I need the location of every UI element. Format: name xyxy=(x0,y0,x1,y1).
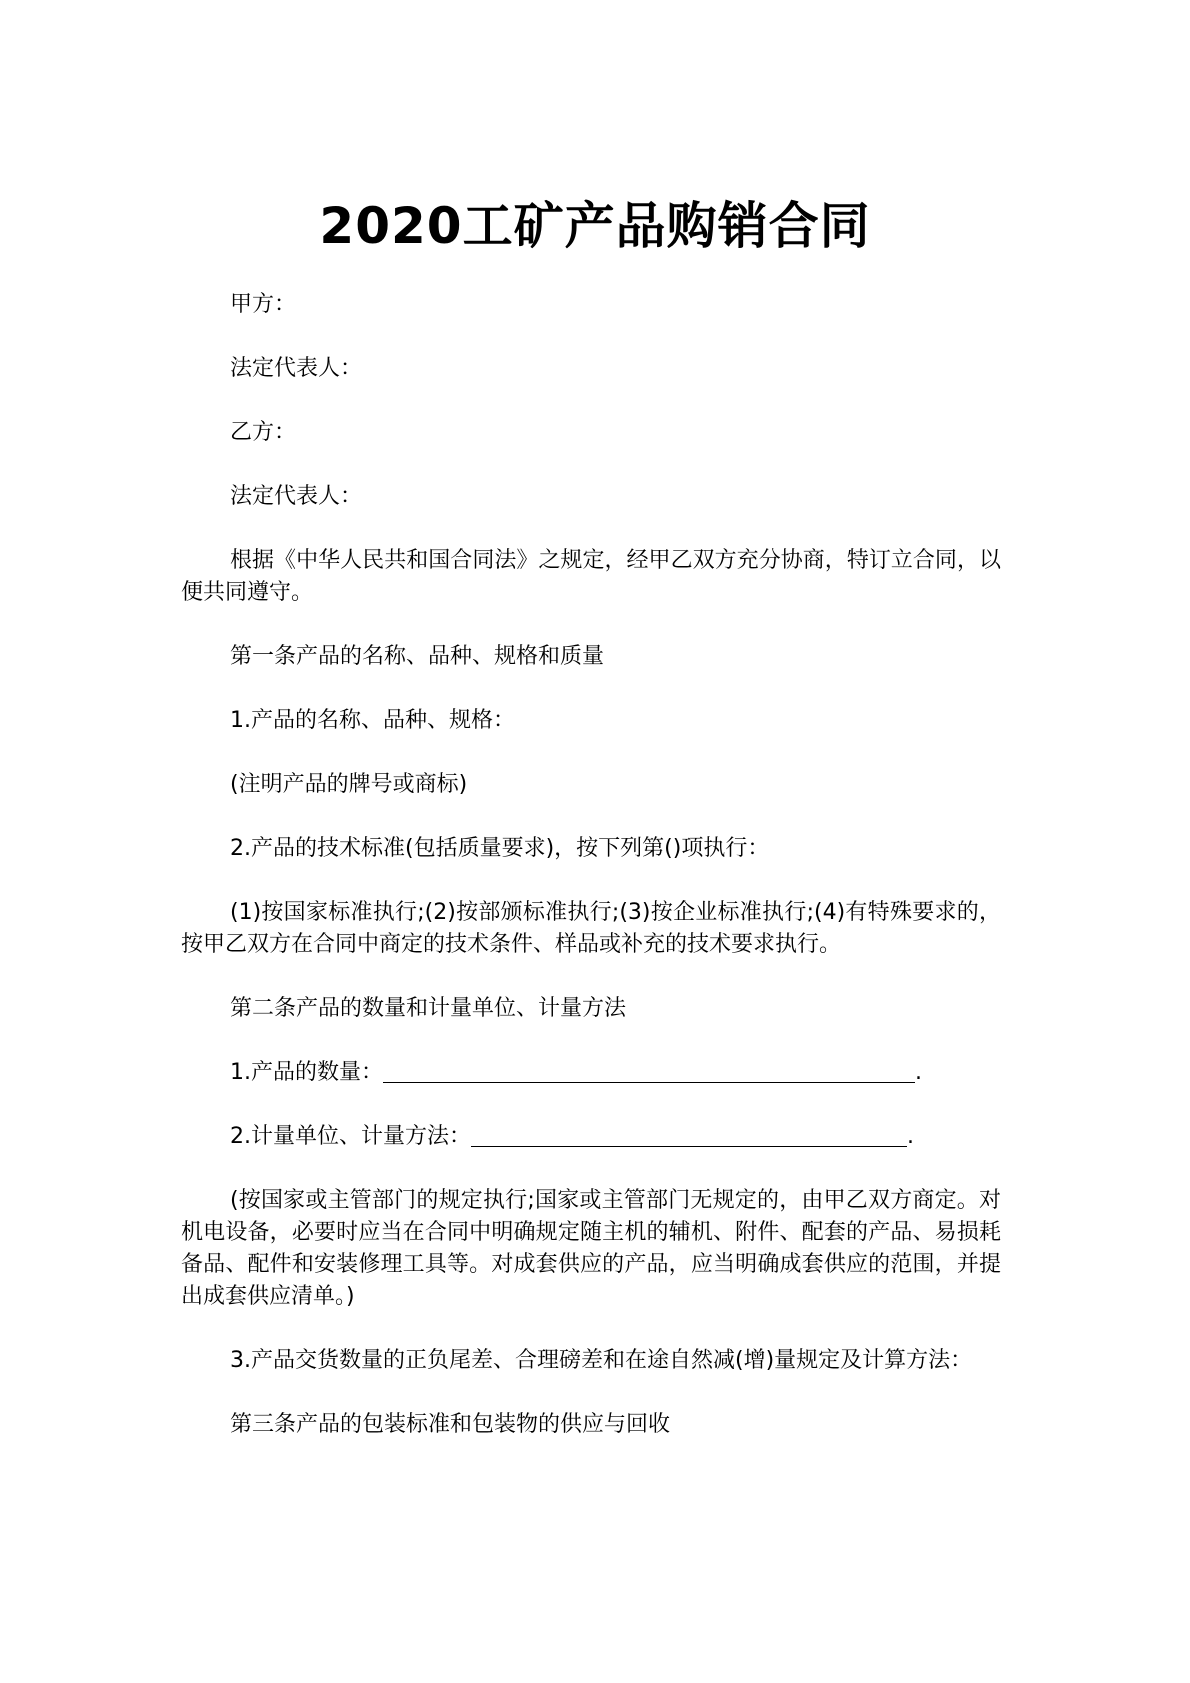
article-1-item-2: 2.产品的技术标准(包括质量要求)，按下列第()项执行： xyxy=(230,836,770,861)
article-2-heading: 第二条产品的数量和计量单位、计量方法 xyxy=(230,996,627,1021)
unit-method-blank-line xyxy=(471,1122,907,1147)
article-3-heading: 第三条产品的包装标准和包装物的供应与回收 xyxy=(230,1412,671,1437)
unit-method-period: . xyxy=(907,1124,914,1149)
party-a-line: 甲方： xyxy=(230,292,297,317)
document-title: 2020工矿产品购销合同 xyxy=(319,197,871,255)
quantity-blank-line xyxy=(383,1058,915,1083)
party-b-line: 乙方： xyxy=(230,420,297,445)
article-1-item-1: 1.产品的名称、品种、规格： xyxy=(230,708,515,733)
article-2-item-3: 3.产品交货数量的正负尾差、合理磅差和在途自然减(增)量规定及计算方法： xyxy=(230,1348,973,1373)
quantity-period: . xyxy=(915,1060,922,1085)
quantity-label: 1.产品的数量： xyxy=(230,1060,383,1085)
article-1-brand-note: (注明产品的牌号或商标) xyxy=(230,772,468,797)
article-1-heading: 第一条产品的名称、品种、规格和质量 xyxy=(230,644,605,669)
article-2-item-2 xyxy=(181,1121,1001,1153)
article-2-regulation-note: (按国家或主管部门的规定执行;国家或主管部门无规定的，由甲乙双方商定。对机电设备，必要时应当在合同中明确规定随主机的辅机、附件、配套的产品、易损耗备品、配件和安装修理工具等。对成套供应的产品，应当明确成套供应的范围，并提出成套供应清单。) xyxy=(181,1188,1001,1309)
preamble-paragraph: 根据《中华人民共和国合同法》之规定，经甲乙双方充分协商，特订立合同，以便共同遵守。 xyxy=(181,548,1001,605)
article-2-item-1 xyxy=(181,1057,1001,1089)
unit-method-label: 2.计量单位、计量方法： xyxy=(230,1124,471,1149)
party-b-representative-line: 法定代表人： xyxy=(230,484,363,509)
party-a-representative-line: 法定代表人： xyxy=(230,356,363,381)
article-1-standard-options: (1)按国家标准执行;(2)按部颁标准执行;(3)按企业标准执行;(4)有特殊要求的，按甲乙双方在合同中商定的技术条件、样品或补充的技术要求执行。 xyxy=(181,900,1001,957)
document-body xyxy=(181,289,1001,1473)
